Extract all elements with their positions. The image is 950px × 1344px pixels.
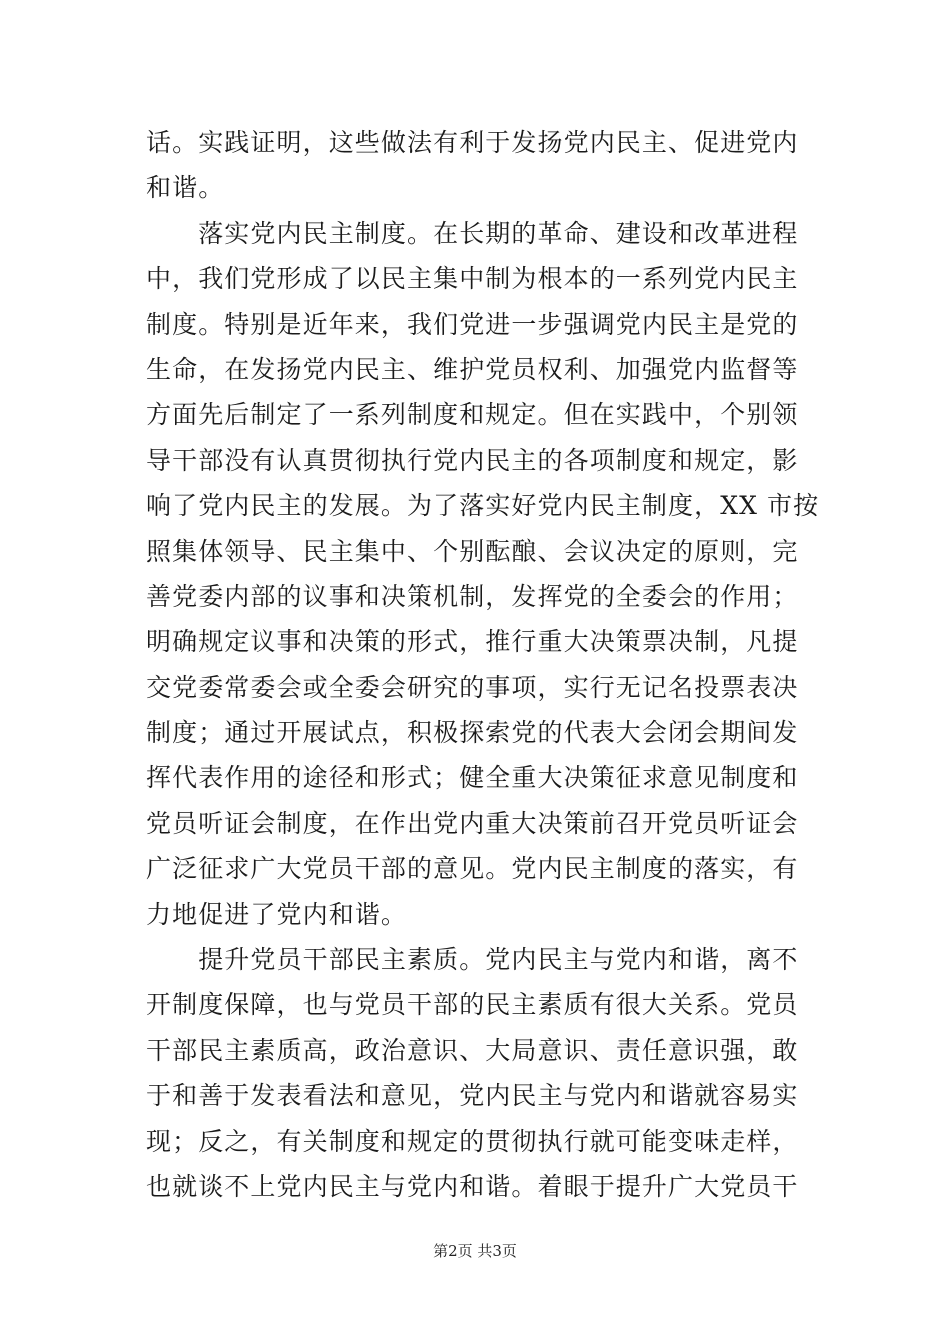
text-line: 力地促进了党内和谐。 — [146, 899, 408, 929]
text-line: 生命，在发扬党内民主、维护党员权利、加强党内监督等 — [146, 354, 799, 384]
text-line: 善党委内部的议事和决策机制，发挥党的全委会的作用； — [146, 581, 799, 611]
text-line: 党员听证会制度，在作出党内重大决策前召开党员听证会 — [146, 808, 799, 838]
text-line: 现；反之，有关制度和规定的贯彻执行就可能变味走样， — [146, 1126, 799, 1156]
text-line: 制度；通过开展试点，积极探索党的代表大会闭会期间发 — [146, 718, 799, 748]
text-line: 也就谈不上党内民主与党内和谐。着眼于提升广大党员干 — [146, 1171, 799, 1201]
text-line: 提升党员干部民主素质。党内民主与党内和谐，离不 — [146, 945, 799, 975]
text-line: 广泛征求广大党员干部的意见。党内民主制度的落实，有 — [146, 854, 799, 884]
text-line: 导干部没有认真贯彻执行党内民主的各项制度和规定，影 — [146, 445, 799, 475]
text-line: 响了党内民主的发展。为了落实好党内民主制度，XX 市按 — [146, 491, 820, 521]
text-line: 照集体领导、民主集中、个别酝酿、会议决定的原则，完 — [146, 536, 799, 566]
text-line: 明确规定议事和决策的形式，推行重大决策票决制，凡提 — [146, 627, 799, 657]
text-line: 交党委常委会或全委会研究的事项，实行无记名投票表决 — [146, 672, 799, 702]
text-line: 和谐。 — [146, 173, 225, 203]
text-line: 话。实践证明，这些做法有利于发扬党内民主、促进党内 — [146, 128, 799, 157]
text-line: 中，我们党形成了以民主集中制为根本的一系列党内民主 — [146, 264, 799, 294]
text-line: 开制度保障，也与党员干部的民主素质有很大关系。党员 — [146, 990, 799, 1020]
text-line: 方面先后制定了一系列制度和规定。但在实践中，个别领 — [146, 400, 799, 430]
text-line: 干部民主素质高，政治意识、大局意识、责任意识强，敢 — [146, 1035, 799, 1065]
text-line: 落实党内民主制度。在长期的革命、建设和改革进程 — [146, 218, 799, 248]
text-line: 于和善于发表看法和意见，党内民主与党内和谐就容易实 — [146, 1081, 799, 1111]
body-text — [146, 120, 820, 1209]
text-line: 制度。特别是近年来，我们党进一步强调党内民主是党的 — [146, 309, 799, 339]
page-number-footer: 第2页 共3页 — [433, 1242, 517, 1260]
text-line: 挥代表作用的途径和形式；健全重大决策征求意见制度和 — [146, 763, 799, 793]
